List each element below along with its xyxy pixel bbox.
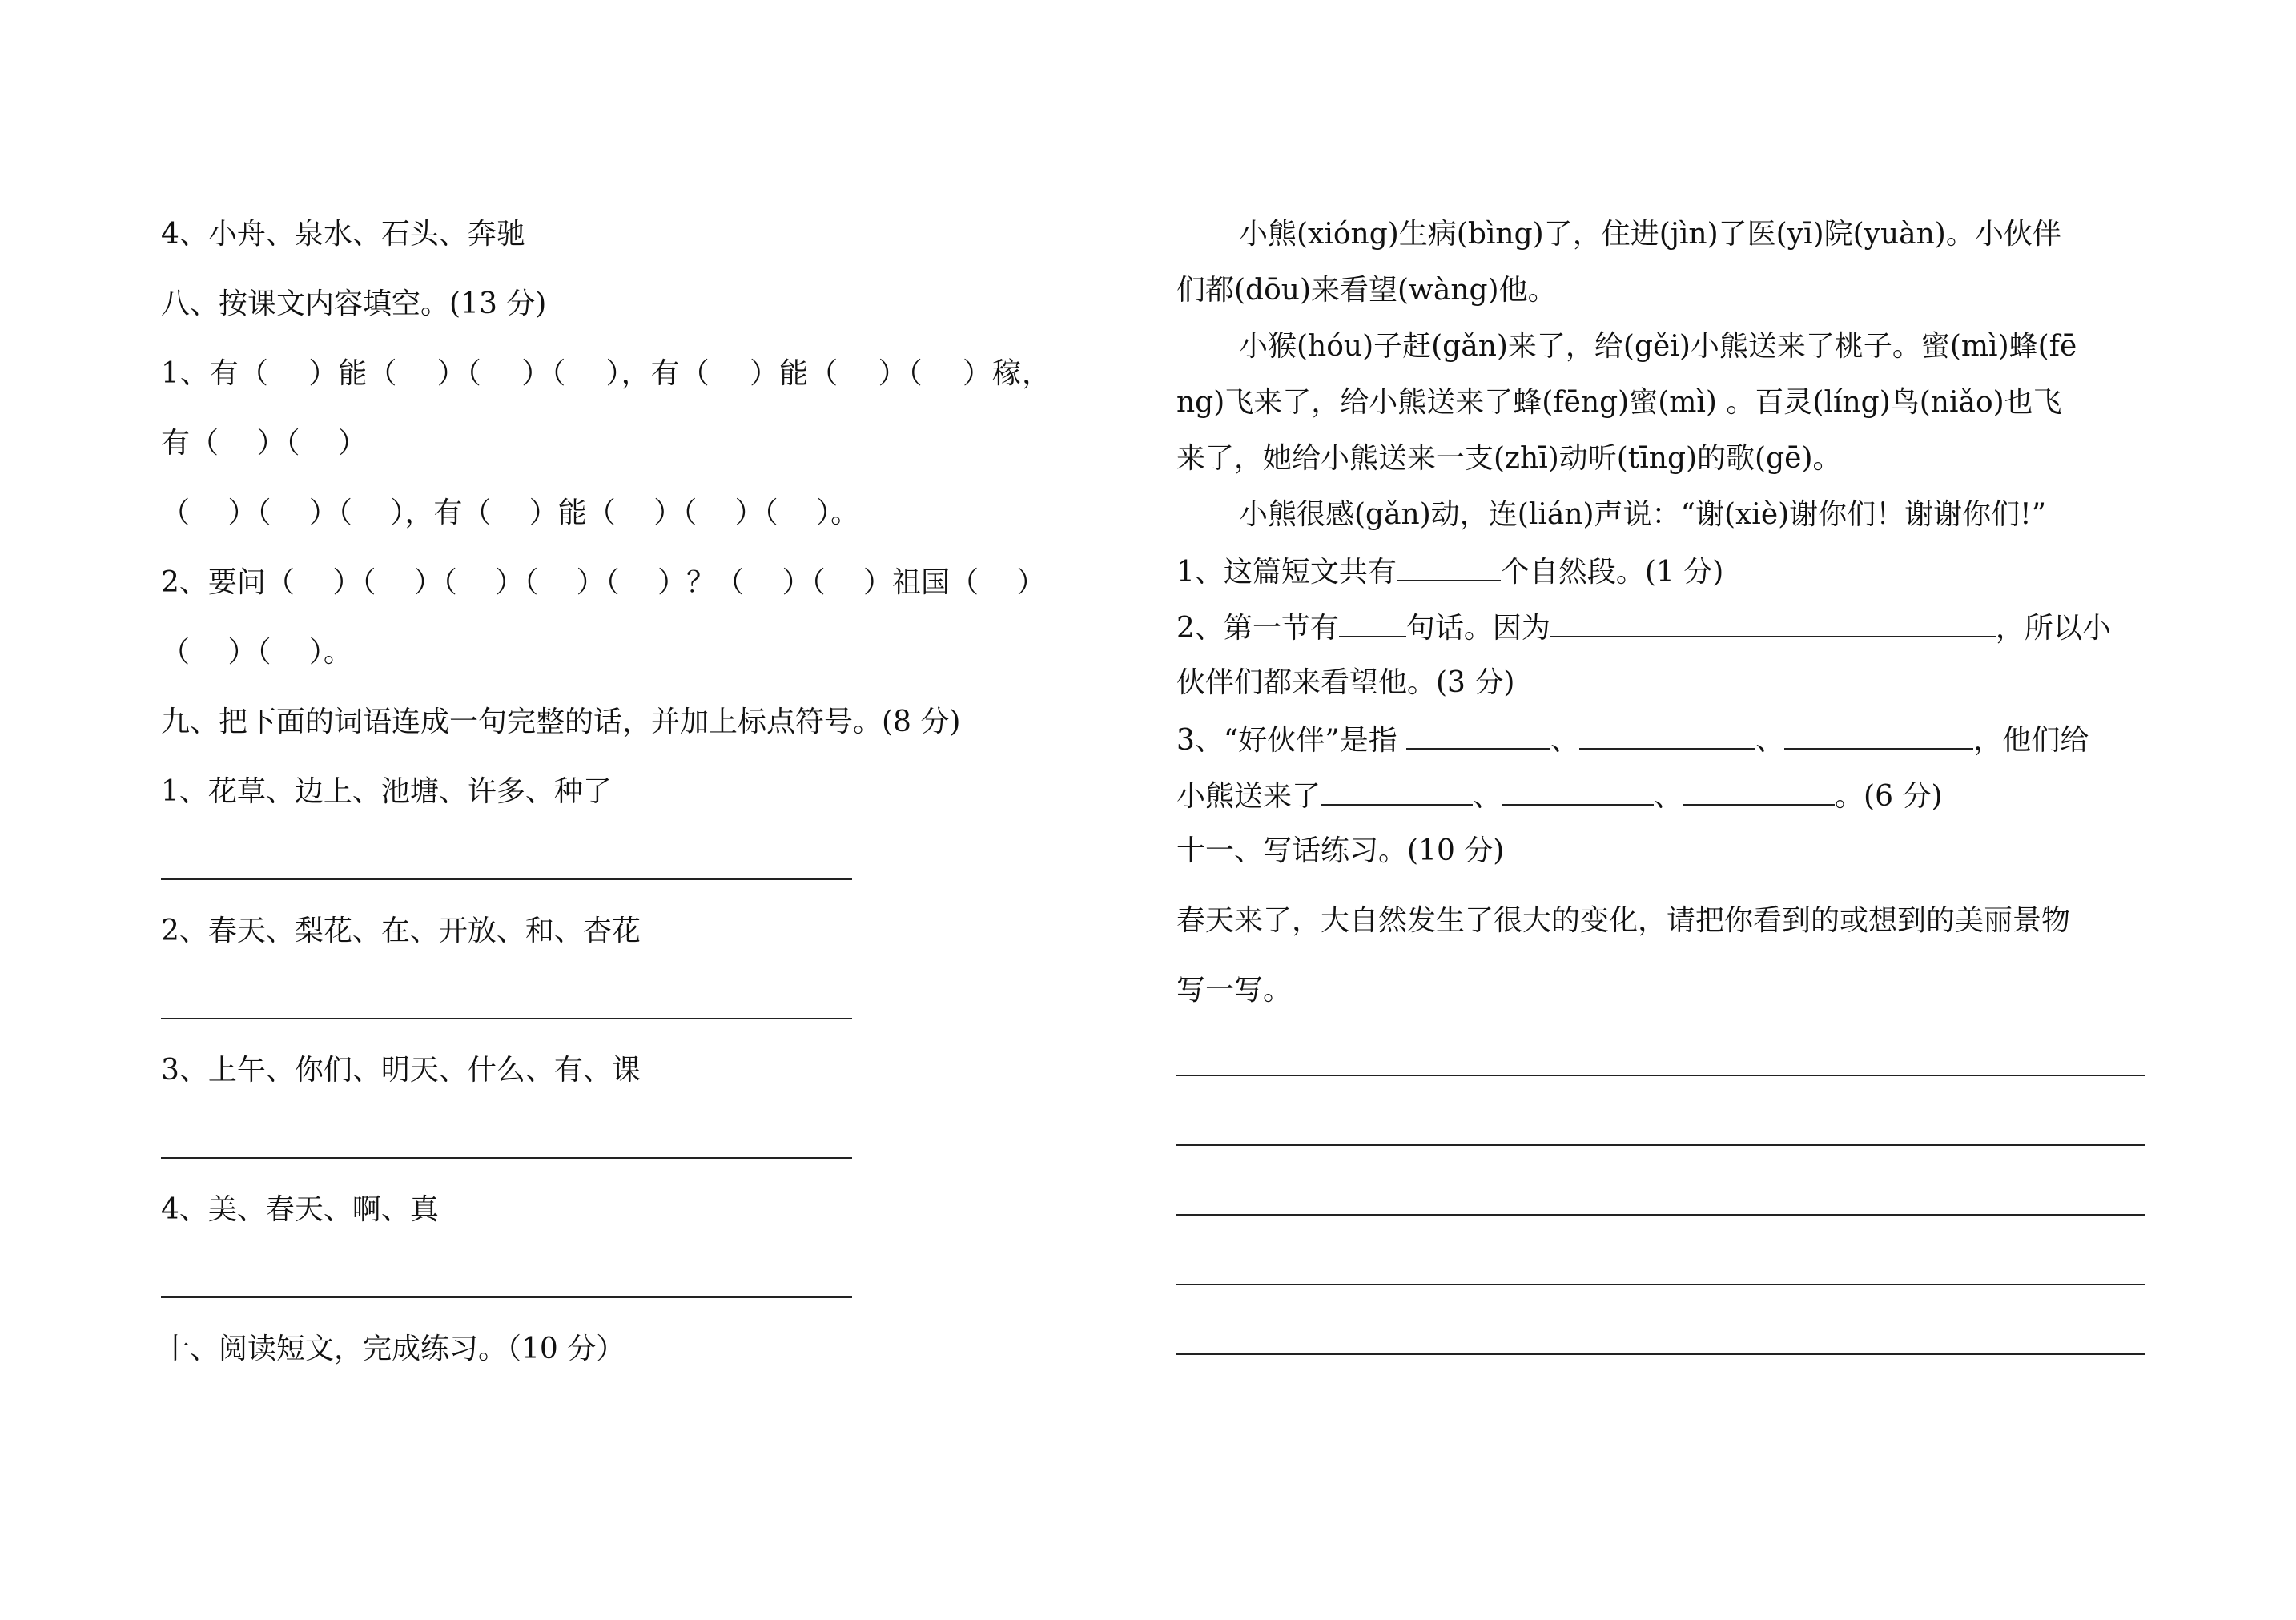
section-9-q3: 3、上午、你们、明天、什么、有、课	[161, 1054, 641, 1087]
section-9-q2: 2、春天、梨花、在、开放、和、杏花	[161, 915, 641, 947]
separator: 、	[1654, 780, 1683, 813]
answer-line	[161, 878, 852, 880]
reading-q2-middle: 句话。因为	[1405, 612, 1550, 645]
separator: 、	[1755, 724, 1785, 757]
section-9-q4: 4、美、春天、啊、真	[161, 1193, 439, 1226]
blank-friend-1[interactable]	[1406, 721, 1550, 750]
section-11-prompt-line1: 春天来了，大自然发生了很大的变化，请把你看到的或想到的美丽景物	[1176, 904, 2071, 937]
section-11-title: 十一、写话练习。(10 分)	[1176, 834, 1505, 867]
writing-line[interactable]	[1176, 1284, 2145, 1285]
blank-friend-2[interactable]	[1579, 721, 1755, 750]
reading-q3-suffix: ，他们给	[1973, 724, 2089, 757]
reading-q3b-prefix: 小熊送来了	[1176, 780, 1321, 813]
section-8-q2-line1: 2、要问（ ）（ ）（ ）（ ）（ ）？（ ）（ ）祖国（ ）	[161, 566, 1046, 599]
section-8-q1-line2: 有（ ）（ ）	[161, 427, 367, 460]
section-8-q1-line1: 1、有（ ）能（ ）（ ）（ ），有（ ）能（ ）（ ）稼，	[161, 357, 1052, 390]
reading-q1	[1176, 553, 1723, 591]
section-8-title: 八、按课文内容填空。(13 分)	[161, 287, 547, 320]
reading-q3-line1	[1176, 721, 2089, 759]
reading-q2-line2: 伙伴们都来看望他。(3 分)	[1176, 666, 1515, 699]
reading-q3-prefix: 3、“好伙伴”是指	[1176, 724, 1407, 757]
section-10-title: 十、阅读短文，完成练习。（10 分）	[161, 1333, 625, 1365]
passage-p2-line2: ng)飞来了，给小熊送来了蜂(fēng)蜜(mì) 。百灵(líng)鸟(niǎo)也飞	[1176, 386, 2062, 419]
passage-p3: 小熊很感(gǎn)动，连(lián)声说：“谢(xiè)谢你们！谢谢你们!”	[1239, 498, 2047, 531]
section-9-q1: 1、花草、边上、池塘、许多、种了	[161, 775, 612, 808]
section-11-prompt-line2: 写一写。	[1176, 974, 1293, 1007]
reading-q2-suffix: ，所以小	[1995, 612, 2111, 645]
passage-p2-line1: 小猴(hóu)子赶(gǎn)来了，给(gěi)小熊送来了桃子。蜜(mì)蜂(fē	[1239, 330, 2077, 363]
answer-line	[161, 1296, 852, 1298]
reading-q3-line2	[1176, 777, 1943, 815]
reading-q1-suffix: 个自然段。(1 分)	[1500, 556, 1724, 589]
reading-q1-prefix: 1、这篇短文共有	[1176, 556, 1397, 589]
reading-q2-line1	[1176, 609, 2111, 647]
reading-q3b-suffix: 。(6 分)	[1835, 780, 1943, 813]
passage-p1-line1: 小熊(xióng)生病(bìng)了，住进(jìn)了医(yī)院(yuàn)。小伙伴	[1239, 218, 2061, 251]
writing-line[interactable]	[1176, 1214, 2145, 1216]
section-8-q2-line2: （ ）（ ）。	[161, 636, 352, 669]
separator: 、	[1473, 780, 1502, 813]
passage-p2-line3: 来了，她给小熊送来一支(zhī)动听(tīng)的歌(gē)。	[1176, 442, 1842, 475]
blank-gift-2[interactable]	[1502, 777, 1654, 806]
writing-line[interactable]	[1176, 1353, 2145, 1355]
blank-friend-3[interactable]	[1784, 721, 1973, 750]
separator: 、	[1550, 724, 1580, 757]
blank-reason[interactable]	[1550, 609, 1996, 637]
item-4-words: 4、小舟、泉水、石头、奔驰	[161, 218, 525, 251]
blank-gift-3[interactable]	[1683, 777, 1835, 806]
blank-gift-1[interactable]	[1321, 777, 1473, 806]
writing-line[interactable]	[1176, 1075, 2145, 1076]
answer-line	[161, 1157, 852, 1159]
section-9-title: 九、把下面的词语连成一句完整的话，并加上标点符号。(8 分)	[161, 705, 961, 738]
blank-sentence-count[interactable]	[1339, 609, 1406, 637]
answer-line	[161, 1018, 852, 1019]
passage-p1-line2: 们都(dōu)来看望(wàng)他。	[1176, 274, 1557, 307]
writing-line[interactable]	[1176, 1144, 2145, 1146]
blank-paragraph-count[interactable]	[1397, 553, 1501, 581]
reading-q2-prefix: 2、第一节有	[1176, 612, 1339, 645]
section-8-q1-line3: （ ）（ ）（ ），有（ ）能（ ）（ ）（ ）。	[161, 496, 860, 529]
